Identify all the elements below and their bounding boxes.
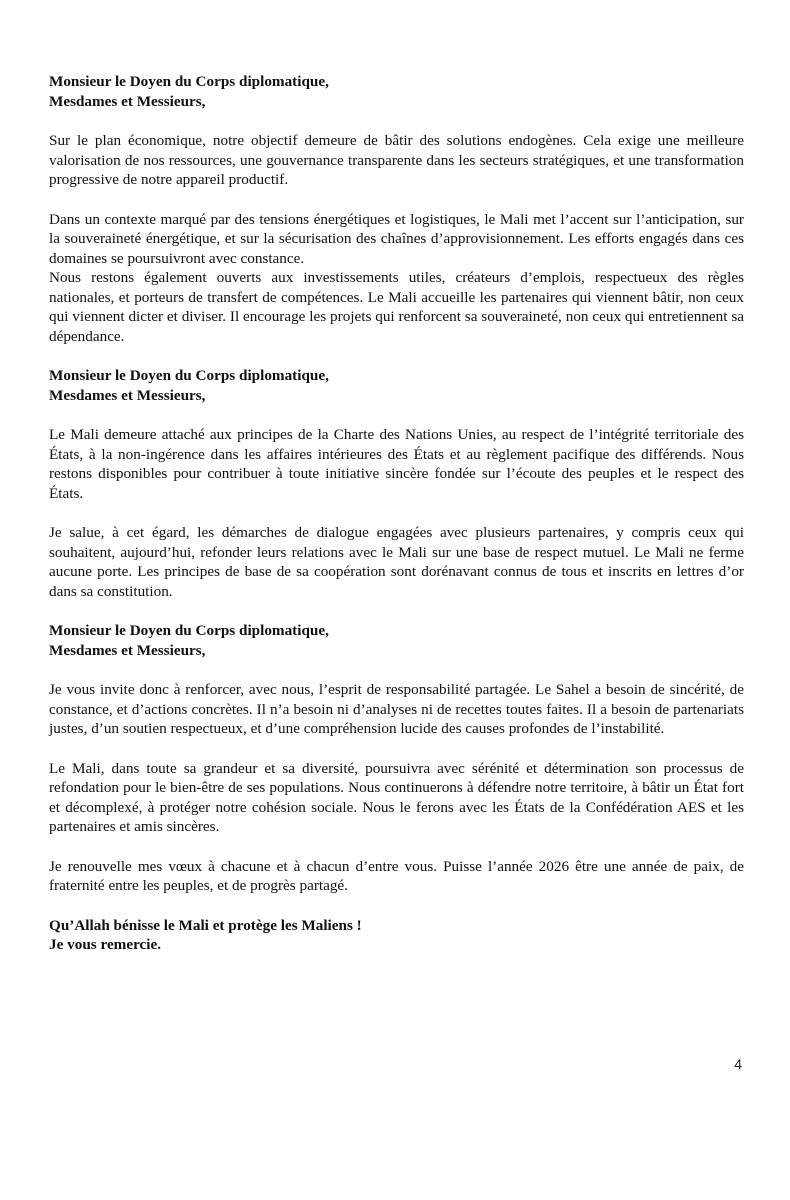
salutation-line: Mesdames et Messieurs, xyxy=(49,92,206,110)
closing-line: Qu’Allah bénisse le Mali et protège les Maliens ! xyxy=(49,916,362,934)
paragraph-dialogue: Je salue, à cet égard, les démarches de dialogue engagées avec plusieurs partenaires, y compris ceux qui souhaitent, aujourd’hui, refonder leurs relations avec le Mali sur une base de respect mutuel. Le Mali ne ferme aucune porte. Les principes de base de sa coopération sont dorénavant connus de tous et inscrits en lettres d’or dans sa constitution. xyxy=(49,524,744,600)
document-page xyxy=(49,72,744,955)
salutation-2 xyxy=(49,366,744,405)
paragraph-energy: Dans un contexte marqué par des tensions énergétiques et logistiques, le Mali met l’accent sur l’anticipation, sur la souveraineté énergétique, et sur la sécurisation des chaînes d’approvisionnement. Les efforts engagés dans ces domaines se poursuivront avec constance. xyxy=(49,210,744,267)
paragraph-wishes: Je renouvelle mes vœux à chacune et à chacun d’entre vous. Puisse l’année 2026 être une année de paix, de fraternité entre les peuples, et de progrès partagé. xyxy=(49,857,744,894)
salutation-line: Monsieur le Doyen du Corps diplomatique, xyxy=(49,73,329,90)
salutation-line: Monsieur le Doyen du Corps diplomatique, xyxy=(49,622,329,639)
paragraph-investments: Nous restons également ouverts aux investissements utiles, créateurs d’emplois, respectueux des règles nationales, et porteurs de transfert de compétences. Le Mali accueille les partenaires qui viennent bâtir, non ceux qui viennent dicter et diviser. Il encourage les projets qui renforcent sa souveraineté, non ceux qui entretiennent sa dépendance. xyxy=(49,269,744,345)
paragraph-un-charter: Le Mali demeure attaché aux principes de la Charte des Nations Unies, au respect de l’intégrité territoriale des États, à la non-ingérence dans les affaires intérieures des États et au règlement pacifique des différends. Nous restons disponibles pour contribuer à toute initiative sincère fondée sur l’écoute des peuples et le respect des États. xyxy=(49,426,744,502)
salutation-1 xyxy=(49,72,744,111)
closing xyxy=(49,916,744,955)
salutation-line: Mesdames et Messieurs, xyxy=(49,386,206,404)
salutation-3 xyxy=(49,621,744,660)
salutation-line: Mesdames et Messieurs, xyxy=(49,641,206,659)
paragraph-refoundation: Le Mali, dans toute sa grandeur et sa diversité, poursuivra avec sérénité et détermination son processus de refondation pour le bien-être de ses populations. Nous continuerons à défendre notre territoire, à bâtir un État fort et décomplexé, à protéger notre cohésion sociale. Nous le ferons avec les États de la Confédération AES et les partenaires et amis sincères. xyxy=(49,759,744,835)
salutation-line: Monsieur le Doyen du Corps diplomatique, xyxy=(49,367,329,384)
paragraph-responsibility: Je vous invite donc à renforcer, avec nous, l’esprit de responsabilité partagée. Le Sahel a besoin de sincérité, de constance, et d’actions concrètes. Il n’a besoin ni d’analyses ni de recettes toutes faites. Il a besoin de partenariats justes, d’un soutien respectueux, et d’une compréhension lucide des causes profondes de l’instabilité. xyxy=(49,681,744,737)
paragraph-economy: Sur le plan économique, notre objectif demeure de bâtir des solutions endogènes. Cela exige une meilleure valorisation de nos ressources, une gouvernance transparente dans les secteurs stratégiques, et une transformation progressive de notre appareil productif. xyxy=(49,132,744,188)
page-number: 4 xyxy=(734,1056,742,1072)
closing-line: Je vous remercie. xyxy=(49,936,162,953)
